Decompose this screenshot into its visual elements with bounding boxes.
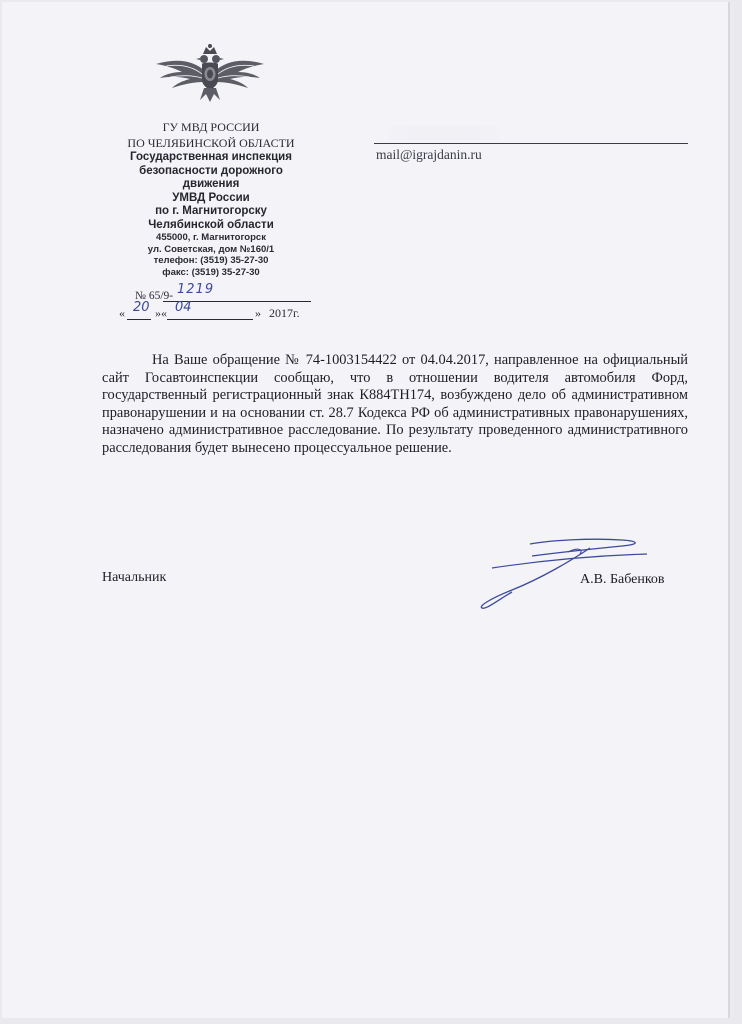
sender-address-line1: 455000, г. Магнитогорск <box>156 232 266 243</box>
sender-dept-line1: Государственная инспекция <box>130 151 292 163</box>
letter-body-text: На Ваше обращение № 74-1003154422 от 04.04.2017, направленное на официальный сайт Госавтоинспекции сообщаю, что в отношении водителя автомобиля Форд, государственный регистрационный знак К884ТН174, возбуждено дело об административном правонарушении и на основании ст. 28.7 Кодекса РФ об административных правонарушениях, назначено административное расследование. По результату проведенного административного расследования будет вынесено процессуальное решение. <box>102 352 688 456</box>
sender-dept-line6: Челябинской области <box>148 218 274 231</box>
date-day-underline <box>127 319 151 320</box>
signatory-name: А.В. Бабенков <box>580 572 665 587</box>
date-mid-quote: »« <box>155 306 167 320</box>
registration-number-handwritten: 1219 <box>177 282 215 297</box>
redacted-name <box>388 126 500 140</box>
sender-dept-line4: УМВД России <box>172 191 250 204</box>
date-close-quote: » <box>255 306 261 320</box>
addressee-email: mail@igrajdanin.ru <box>376 147 482 162</box>
date-month-handwritten: 04 <box>175 300 192 315</box>
sender-dept-line2: безопасности дорожного <box>139 164 283 177</box>
signatory-title: Начальник <box>102 570 167 585</box>
date-day-handwritten: 20 <box>133 300 150 315</box>
date-open-quote: « <box>119 306 125 320</box>
sender-dept-line3: движения <box>182 178 240 190</box>
sender-block <box>102 119 320 278</box>
sender-phone: телефон: (3519) 35-27-30 <box>153 255 269 266</box>
sender-dept-line5: по г. Магнитогорску <box>155 205 267 217</box>
sender-fax: факс: (3519) 35-27-30 <box>162 266 260 278</box>
date-month-underline <box>167 319 253 320</box>
sender-agency-line2: ПО ЧЕЛЯБИНСКОЙ ОБЛАСТИ <box>127 136 295 150</box>
sender-address-line2: ул. Советская, дом №160/1 <box>147 243 275 255</box>
addressee-line <box>374 143 688 144</box>
letter-body <box>102 352 688 457</box>
mvd-emblem-icon <box>154 42 266 104</box>
letter-page <box>2 2 728 1018</box>
registration-number-prefix: № 65/9- <box>135 290 174 302</box>
sender-agency-line1: ГУ МВД РОССИИ <box>162 120 260 134</box>
registration-date <box>119 300 309 322</box>
date-year: 2017г. <box>269 306 300 320</box>
